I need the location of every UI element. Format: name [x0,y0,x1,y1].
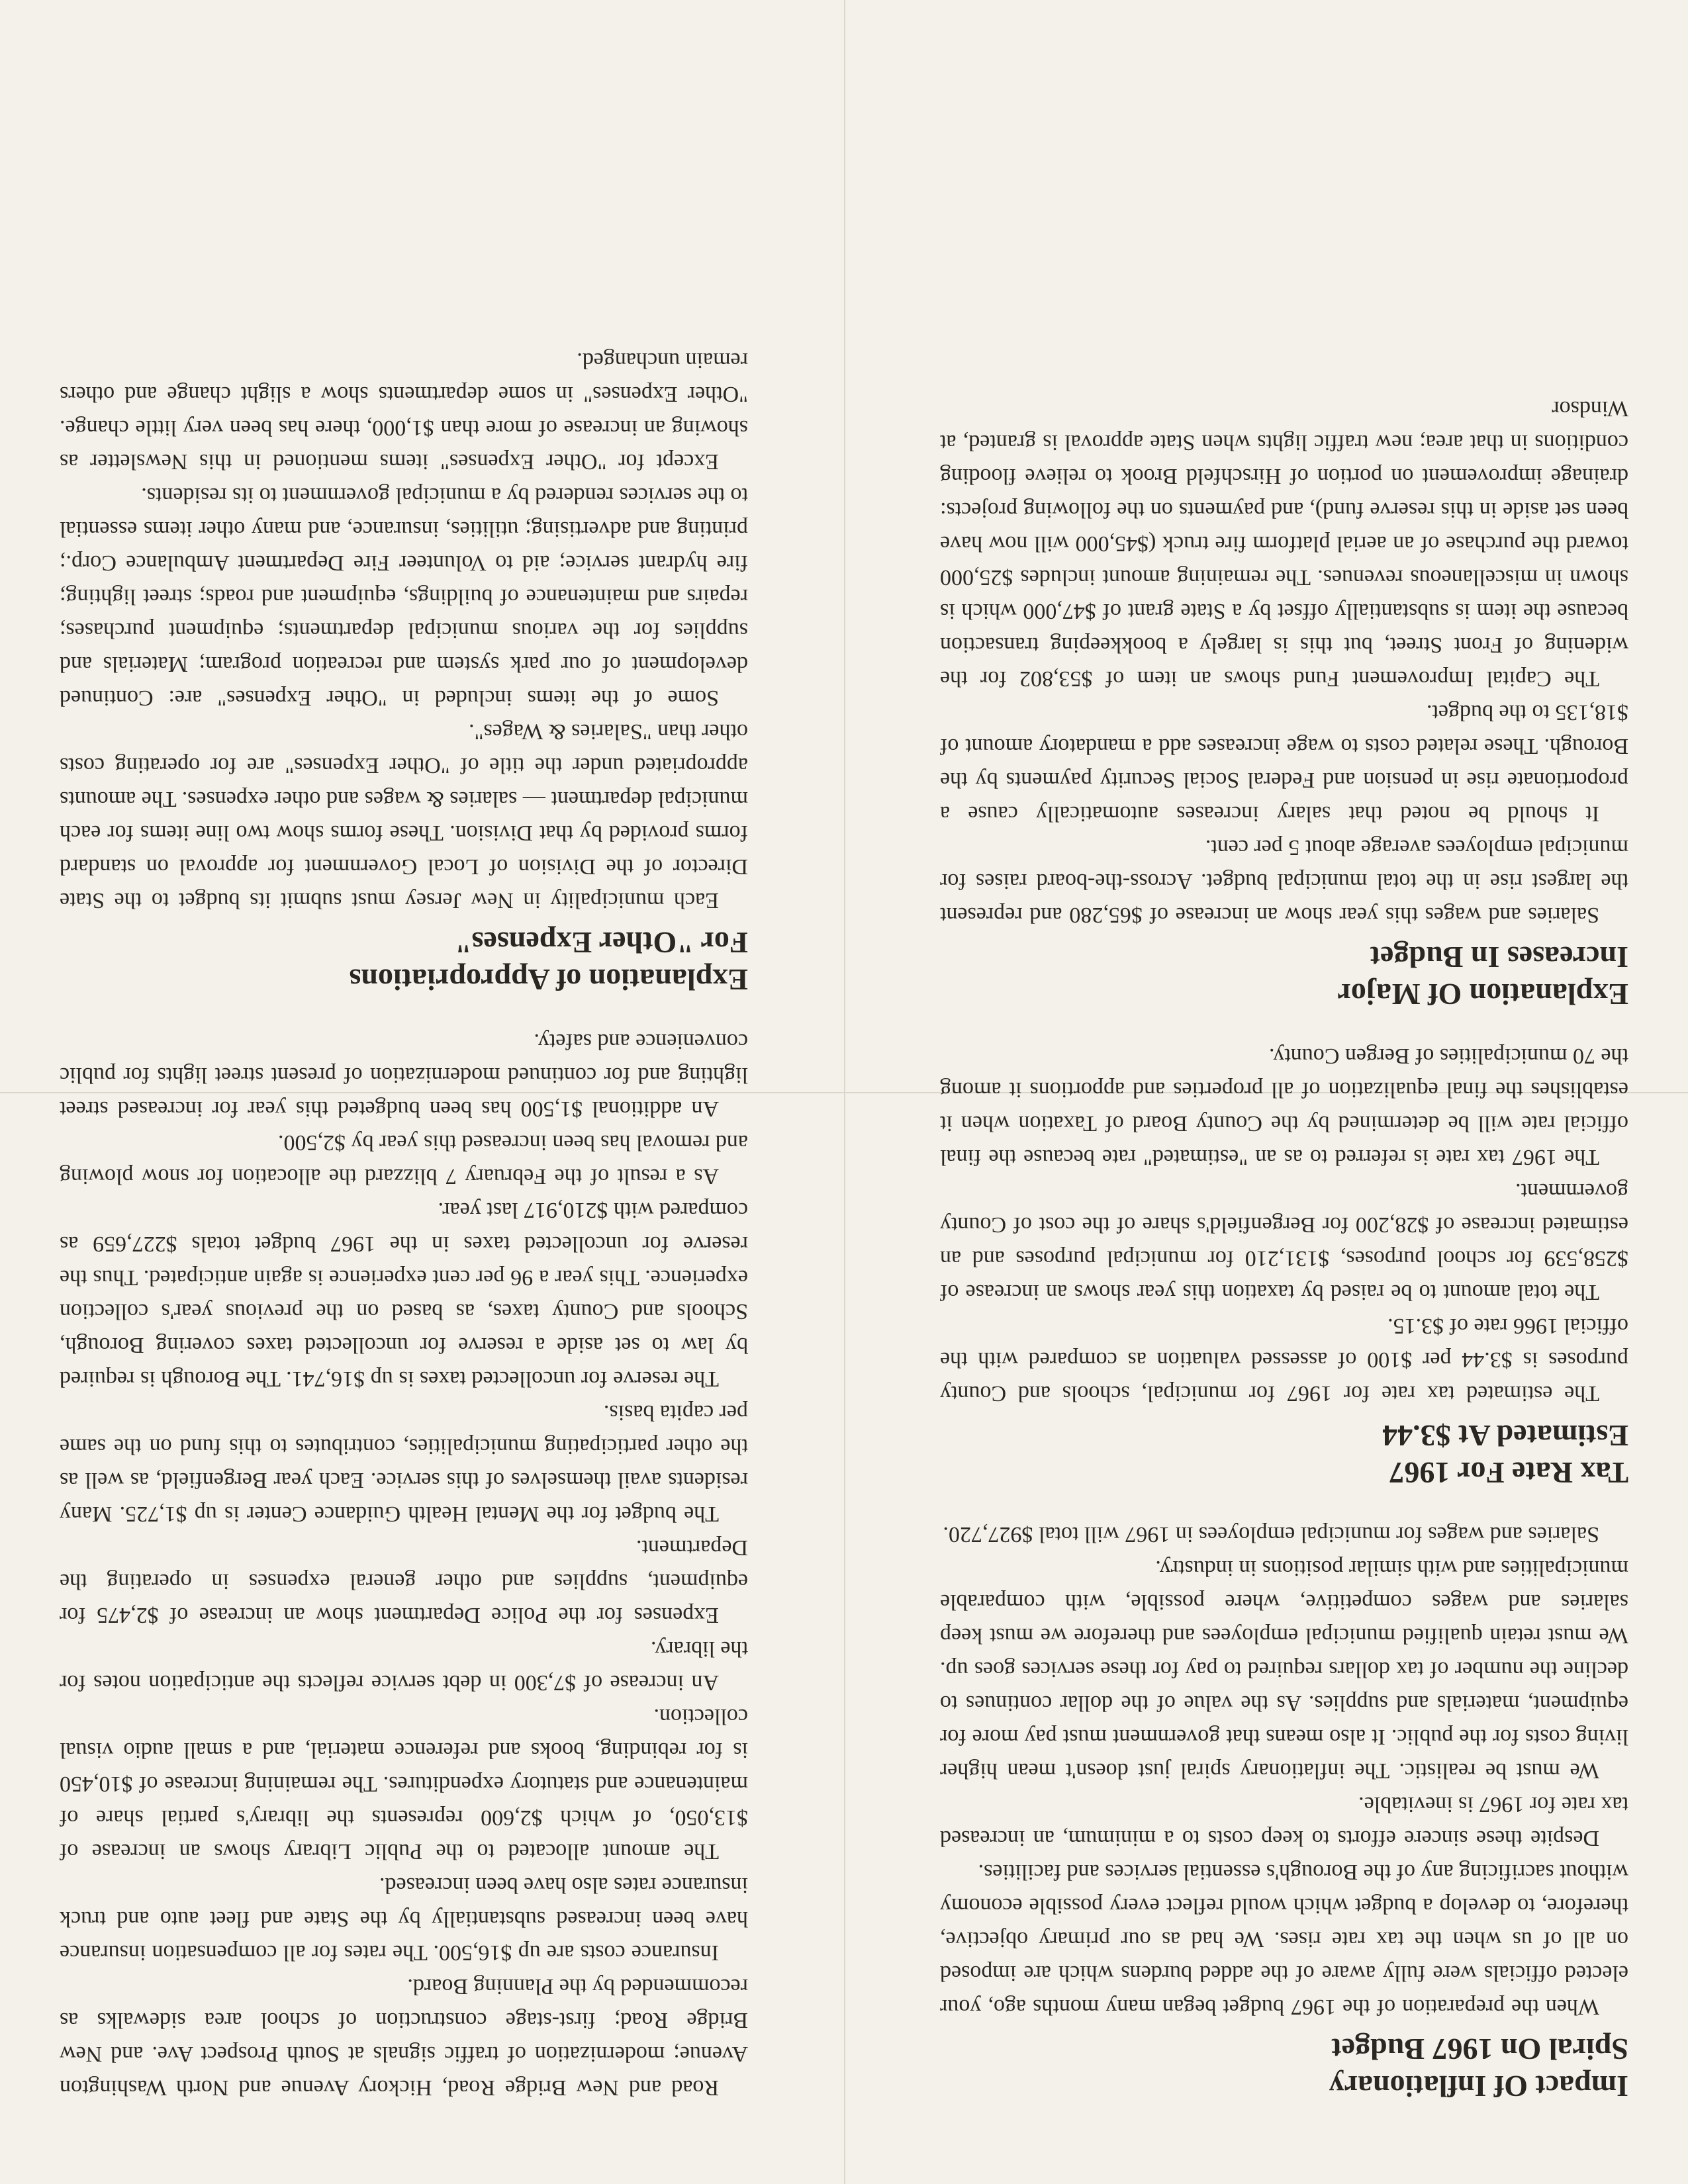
article-section [940,1039,1628,1491]
heading-line: Explanation of Appropriations [349,963,748,997]
article-section [940,392,1628,1013]
heading-line: Impact Of Inflationary [1329,2070,1628,2103]
section-heading [940,2030,1628,2105]
body-paragraph: Except for "Other Expenses" items mentioned in this Newsletter as showing an increase of more than $1,000, there has been very little change. "Other Expenses" in some departments show a slight change and others remain unchanged. [60,348,748,474]
body-paragraph: An additional $1,500 has been budgeted this year for increased street lighting and for continued modernization of present street lights for public convenience and safety. [60,1029,748,1121]
section-heading [60,924,748,998]
heading-line: Explanation Of Major [1337,978,1628,1011]
heading-line: Spiral On 1967 Budget [1331,2032,1628,2066]
body-paragraph: The estimated tax rate for 1967 for municipal, schools and County purposes is $3.44 per $100 of assessed valuation as compared with the official 1966 rate of $3.15. [940,1314,1628,1406]
body-paragraph: It should be noted that salary increases automatically cause a proportionate rise in pension and Federal Social Security payments by the Borough. These related costs to wage increases add a mandatory amount of $18,135 to the budget. [940,700,1628,826]
body-paragraph: Each municipality in New Jersey must submit its budget to the State Director of the Division of Local Government for approval on standard forms provided by that Division. These forms show two line items for each municipal department — salaries & wages and other expenses. The amounts appropriated under the title of "Other Expenses" are for operating costs other than "Salaries & Wages". [60,719,748,913]
heading-line: Estimated At $3.44 [1382,1419,1628,1453]
body-paragraph: Salaries and wages this year show an increase of $65,280 and represent the largest rise in the total municipal budget. Across-the-board raises for municipal employees average about 5 per cent. [940,835,1628,927]
heading-line: Tax Rate For 1967 [1389,1456,1628,1490]
body-paragraph: Insurance costs are up $16,500. The rates for all compensation insurance have been increased substantially by the State and fleet auto and truck insurance rates also have been increased. [60,1873,748,1965]
heading-line: For "Other Expenses" [455,926,748,960]
body-paragraph: As a result of the February 7 blizzard the allocation for snow plowing and removal has been increased this year by $2,500. [60,1130,748,1189]
body-paragraph: The Capital Improvement Fund shows an item of $53,802 for the widening of Front Street, but this is largely a bookkeeping transaction because the item is substantially offset by a State grant of $47,000 which is shown in miscellaneous revenues. The remaining amount includes $25,000 toward the purchase of an aerial platform fire truck ($45,000 will now have been set aside in this reserve fund), and payments on the following projects: drainage improvement on portion of Hirschfeld Brook to relieve flooding conditions in that area; new traffic lights when State approval is granted, at Windsor [940,396,1628,691]
article-section [60,1024,748,2105]
body-paragraph: The budget for the Mental Health Guidance Center is up $1,725. Many residents avail themselves of this service. Each year Bergenfield, as well as the other participating municipalities, contributes to this fund on the same per capita basis. [60,1400,748,1526]
body-paragraph: Some of the items included in "Other Expenses" are: Continued development of our park system and recreation program; Materials and supplies for the various municipal departments; equipment purchases; repairs and maintenance of buildings, equipment and roads; street lighting; fire hydrant service; aid to Volunteer Fire Department Ambulance Corp.; printing and advertising; utilities, insurance, and many other items essential to the services rendered by a municipal government to its residents. [60,483,748,710]
body-paragraph: The reserve for uncollected taxes is up $16,741. The Borough is required by law to set aside a reserve for uncollected taxes covering Borough, Schools and County taxes, as based on the previous year's collection experience. This year a 96 per cent experience is again anticipated. Thus the reserve for uncollected taxes in the 1967 budget totals $227,659 as compared with $210,917 last year. [60,1198,748,1391]
right-column [60,317,748,2105]
body-paragraph: Road and New Bridge Road, Hickory Avenue and North Washington Avenue; modernization of traffic signals at South Prospect Ave. and New Bridge Road; first-stage construction of school area sidewalks as recommended by the Planning Board. [60,1974,748,2100]
body-paragraph: Despite these sincere efforts to keep costs to a minimum, an increased tax rate for 1967 is inevitable. [940,1792,1628,1850]
body-paragraph: We must be realistic. The inflationary spiral just doesn't mean higher living costs for the public. It also means that government must pay more for equipment, materials and supplies. As the value of the dollar continues to decline the number of tax dollars required to pay for these services goes up. We must retain qualified municipal employees and therefore we must keep salaries and wages competitive, where possible, with comparable municipalities and with similar positions in industry. [940,1556,1628,1783]
article-section [940,1518,1628,2105]
left-column [940,365,1628,2105]
heading-line: Increases In Budget [1370,940,1628,974]
body-paragraph: The total amount to be raised by taxation this year shows an increase of $258,539 for school purposes, $131,210 for municipal purposes and an estimated increase of $28,200 for Bergenfield's share of the cost of County government. [940,1179,1628,1304]
body-paragraph: Salaries and wages for municipal employees in 1967 will total $927,720. [943,1522,1599,1547]
article-section [60,343,748,998]
body-paragraph: When the preparation of the 1967 budget began many months ago, your elected officials were fully aware of the added burdens which are imposed on all of us when the tax rate rises. We had as our primary objective, therefore, to develop a budget which would reflect every possible economy without sacrificing any of the Borough's essential services and facilities. [940,1860,1628,2019]
body-paragraph: The amount allocated to the Public Library shows an increase of $13,050, of which $2,600 represents the library's partial share of maintenance and statutory expenditures. The remaining increase of $10,450 is for rebinding, books and reference material, and a small audio visual collection. [60,1704,748,1864]
body-paragraph: The 1967 tax rate is referred to as an "estimated" rate because the final official rate will be determined by the County Board of Taxation when it establishes the final equalization of all properties and apportions it among the 70 municipalities of Bergen County. [940,1044,1628,1169]
section-heading [940,1417,1628,1491]
body-paragraph: An increase of $7,300 in debt service reflects the anticipation notes for the library. [60,1637,748,1695]
body-paragraph: Expenses for the Police Department show an increase of $2,475 for equipment, supplies and other general expenses in operating the Department. [60,1535,748,1627]
section-heading [940,938,1628,1013]
